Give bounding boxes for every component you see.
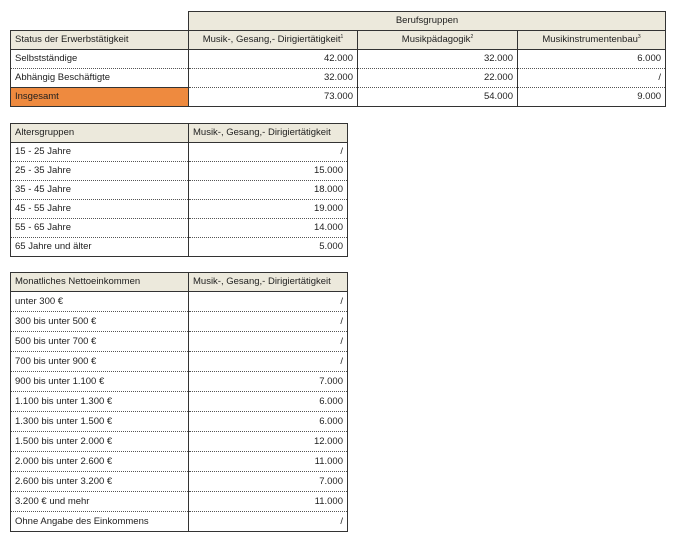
column-header-musikpaedagogik xyxy=(358,31,518,50)
altersgruppen-table xyxy=(10,123,348,257)
cell-value: 22.000 xyxy=(358,69,518,88)
row-label: Ohne Angabe des Einkommens xyxy=(11,512,189,532)
age-column-header: Altersgruppen xyxy=(11,124,189,143)
empty-corner-cell xyxy=(11,12,189,31)
table-row xyxy=(11,312,348,332)
row-label: 2.000 bis unter 2.600 € xyxy=(11,452,189,472)
table-row xyxy=(11,452,348,472)
table-row xyxy=(11,492,348,512)
table-row xyxy=(11,432,348,452)
berufsgruppen-table xyxy=(10,11,666,107)
cell-value: 6.000 xyxy=(518,50,666,69)
row-label: Selbstständige xyxy=(11,50,189,69)
row-label: unter 300 € xyxy=(11,292,189,312)
cell-value: / xyxy=(518,69,666,88)
total-row xyxy=(11,88,666,107)
table-row xyxy=(11,412,348,432)
cell-value: 6.000 xyxy=(189,392,348,412)
row-label: 1.500 bis unter 2.000 € xyxy=(11,432,189,452)
income-column-header: Monatliches Nettoeinkommen xyxy=(11,273,189,292)
cell-value: 7.000 xyxy=(189,372,348,392)
cell-value: 19.000 xyxy=(189,200,348,219)
cell-value: / xyxy=(189,312,348,332)
cell-value: / xyxy=(189,332,348,352)
cell-value: 6.000 xyxy=(189,412,348,432)
row-label: 35 - 45 Jahre xyxy=(11,181,189,200)
cell-value: 11.000 xyxy=(189,492,348,512)
row-label: 3.200 € und mehr xyxy=(11,492,189,512)
row-label: 900 bis unter 1.100 € xyxy=(11,372,189,392)
cell-value: 32.000 xyxy=(358,50,518,69)
cell-value: / xyxy=(189,512,348,532)
table-row xyxy=(11,292,348,312)
row-label: 1.300 bis unter 1.500 € xyxy=(11,412,189,432)
column-header-instrumentenbau xyxy=(518,31,666,50)
footnote-marker: 2 xyxy=(470,33,474,40)
column-header-label: Musikpädagogik xyxy=(401,34,471,45)
cell-value: 11.000 xyxy=(189,452,348,472)
nettoeinkommen-table xyxy=(10,272,348,532)
row-label: 15 - 25 Jahre xyxy=(11,143,189,162)
group-header: Berufsgruppen xyxy=(189,12,666,31)
table-row xyxy=(11,352,348,372)
table-row xyxy=(11,143,348,162)
cell-value: 42.000 xyxy=(189,50,358,69)
status-column-header: Status der Erwerbstätigkeit xyxy=(11,31,189,50)
table-row xyxy=(11,219,348,238)
cell-value: / xyxy=(189,352,348,372)
cell-value: 14.000 xyxy=(189,219,348,238)
row-label: 65 Jahre und älter xyxy=(11,238,189,257)
footnote-marker: 1 xyxy=(340,33,344,40)
row-label: 25 - 35 Jahre xyxy=(11,162,189,181)
total-row-label: Insgesamt xyxy=(11,88,189,107)
cell-value: / xyxy=(189,292,348,312)
cell-value: 54.000 xyxy=(358,88,518,107)
cell-value: / xyxy=(189,143,348,162)
row-label: 700 bis unter 900 € xyxy=(11,352,189,372)
row-label: 45 - 55 Jahre xyxy=(11,200,189,219)
table-row xyxy=(11,200,348,219)
cell-value: 12.000 xyxy=(189,432,348,452)
footnote-marker: 3 xyxy=(637,33,641,40)
value-column-header: Musik-, Gesang,- Dirigiertätigkeit xyxy=(189,124,348,143)
column-header-label: Musikinstrumentenbau xyxy=(542,34,638,45)
row-label: 55 - 65 Jahre xyxy=(11,219,189,238)
cell-value: 73.000 xyxy=(189,88,358,107)
cell-value: 9.000 xyxy=(518,88,666,107)
cell-value: 32.000 xyxy=(189,69,358,88)
table-row xyxy=(11,392,348,412)
cell-value: 15.000 xyxy=(189,162,348,181)
table-row xyxy=(11,50,666,69)
row-label: 500 bis unter 700 € xyxy=(11,332,189,352)
row-label: 1.100 bis unter 1.300 € xyxy=(11,392,189,412)
cell-value: 18.000 xyxy=(189,181,348,200)
column-header-label: Musik-, Gesang,- Dirigiertätigkeit xyxy=(202,34,341,45)
row-label: 2.600 bis unter 3.200 € xyxy=(11,472,189,492)
table-row xyxy=(11,372,348,392)
table-row xyxy=(11,472,348,492)
cell-value: 7.000 xyxy=(189,472,348,492)
value-column-header: Musik-, Gesang,- Dirigiertätigkeit xyxy=(189,273,348,292)
row-label: 300 bis unter 500 € xyxy=(11,312,189,332)
table-row xyxy=(11,332,348,352)
table-row xyxy=(11,181,348,200)
row-label: Abhängig Beschäftigte xyxy=(11,69,189,88)
table-row xyxy=(11,69,666,88)
table-row xyxy=(11,512,348,532)
column-header-musik xyxy=(189,31,358,50)
cell-value: 5.000 xyxy=(189,238,348,257)
table-row xyxy=(11,162,348,181)
table-row xyxy=(11,238,348,257)
